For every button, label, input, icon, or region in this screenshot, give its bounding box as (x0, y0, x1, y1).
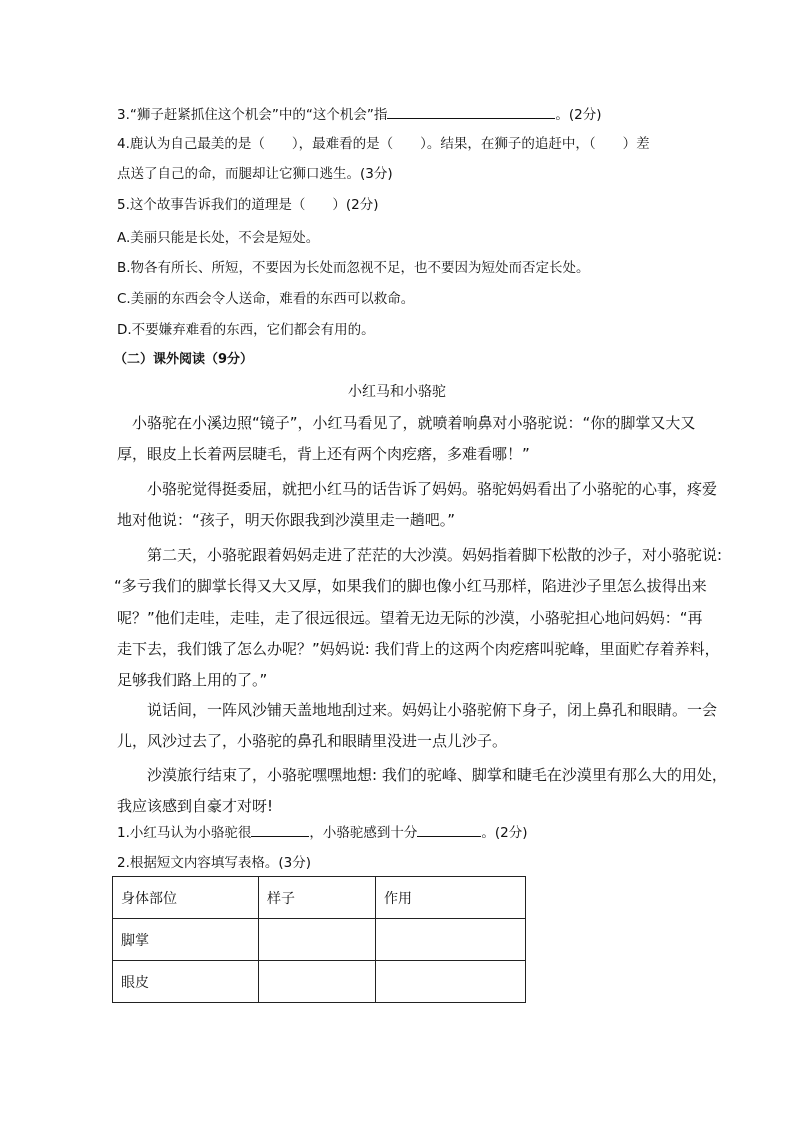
table-cell-appearance[interactable] (259, 919, 376, 961)
story-line: 我应该感到自豪才对呀! (117, 797, 274, 815)
story-line: 小骆驼在小溪边照“镜子”，小红马看见了，就喷着响鼻对小骆驼说：“你的脚掌又大又 (117, 414, 696, 432)
story-line: 足够我们路上用的了。” (117, 671, 268, 689)
option-c: C.美丽的东西会令人送命，难看的东西可以救命。 (117, 291, 415, 307)
question-4-line-2: 点送了自己的命，而腿却让它狮口逃生。(3分) (117, 166, 393, 182)
answer-blank[interactable] (251, 822, 309, 837)
reading-question-1-points: 。(2分) (481, 825, 528, 841)
story-line: 地对他说：“孩子，明天你跟我到沙漠里走一趟吧。” (117, 511, 456, 529)
story-line: 沙漠旅行结束了，小骆驼嘿嘿地想: 我们的驼峰、脚掌和睫毛在沙漠里有那么大的用处， (117, 766, 727, 784)
section-heading: （二）课外阅读（9分） (114, 352, 254, 367)
table-cell-body-part: 眼皮 (113, 961, 259, 1003)
table-cell-function[interactable] (376, 961, 526, 1003)
answer-blank[interactable] (387, 104, 555, 119)
table-row (113, 919, 526, 961)
option-b: B.物各有所长、所短，不要因为长处而忽视不足，也不要因为短处而否定长处。 (117, 260, 590, 276)
answer-table (112, 876, 526, 1003)
story-line: 走下去，我们饿了怎么办呢？”妈妈说: 我们背上的这两个肉疙瘩叫驼峰，里面贮存着养料， (117, 640, 720, 658)
question-3 (117, 104, 601, 125)
reading-question-1-text-a: 1.小红马认为小骆驼很 (117, 825, 252, 841)
option-d: D.不要嫌弃难看的东西，它们都会有用的。 (117, 322, 375, 338)
answer-blank[interactable] (417, 822, 481, 837)
table-header-cell: 作用 (376, 877, 526, 919)
table-cell-appearance[interactable] (259, 961, 376, 1003)
table-header-cell: 样子 (259, 877, 376, 919)
story-line: 呢？”他们走哇，走哇，走了很远很远。望着无边无际的沙漠，小骆驼担心地问妈妈：“再 (117, 609, 703, 627)
story-title: 小红马和小骆驼 (348, 384, 446, 400)
story-line: 小骆驼觉得挺委屈，就把小红马的话告诉了妈妈。骆驼妈妈看出了小骆驼的心事，疼爱 (117, 480, 718, 498)
story-line: 儿，风沙过去了，小骆驼的鼻孔和眼睛里没进一点儿沙子。 (117, 732, 508, 750)
reading-question-1-text-b: ，小骆驼感到十分 (309, 825, 418, 841)
story-line: “多亏我们的脚掌长得又大又厚，如果我们的脚也像小红马那样，陷进沙子里怎么拔得出来 (114, 577, 707, 595)
question-3-points: 。(2分) (555, 107, 602, 123)
reading-question-1 (117, 822, 528, 843)
story-line: 第二天，小骆驼跟着妈妈走进了茫茫的大沙漠。妈妈指着脚下松散的沙子，对小骆驼说: (117, 546, 723, 564)
table-cell-body-part: 脚掌 (113, 919, 259, 961)
story-line: 说话间，一阵风沙铺天盖地地刮过来。妈妈让小骆驼俯下身子，闭上鼻孔和眼睛。一会 (117, 701, 718, 719)
table-header-row (113, 877, 526, 919)
table-header-cell: 身体部位 (113, 877, 259, 919)
reading-question-2: 2.根据短文内容填写表格。(3分) (117, 855, 312, 871)
table-cell-function[interactable] (376, 919, 526, 961)
option-a: A.美丽只能是长处，不会是短处。 (117, 230, 320, 246)
question-5: 5.这个故事告诉我们的道理是（ ）(2分) (117, 197, 379, 213)
story-line: 厚，眼皮上长着两层睫毛，背上还有两个肉疙瘩，多难看哪！” (117, 445, 530, 463)
question-3-text: 3.“狮子赶紧抓住这个机会”中的“这个机会”指 (117, 107, 388, 123)
question-4-line-1: 4.鹿认为自己最美的是（ ），最难看的是（ ）。结果，在狮子的追赶中，（ ）差 (117, 136, 650, 152)
table-row (113, 961, 526, 1003)
